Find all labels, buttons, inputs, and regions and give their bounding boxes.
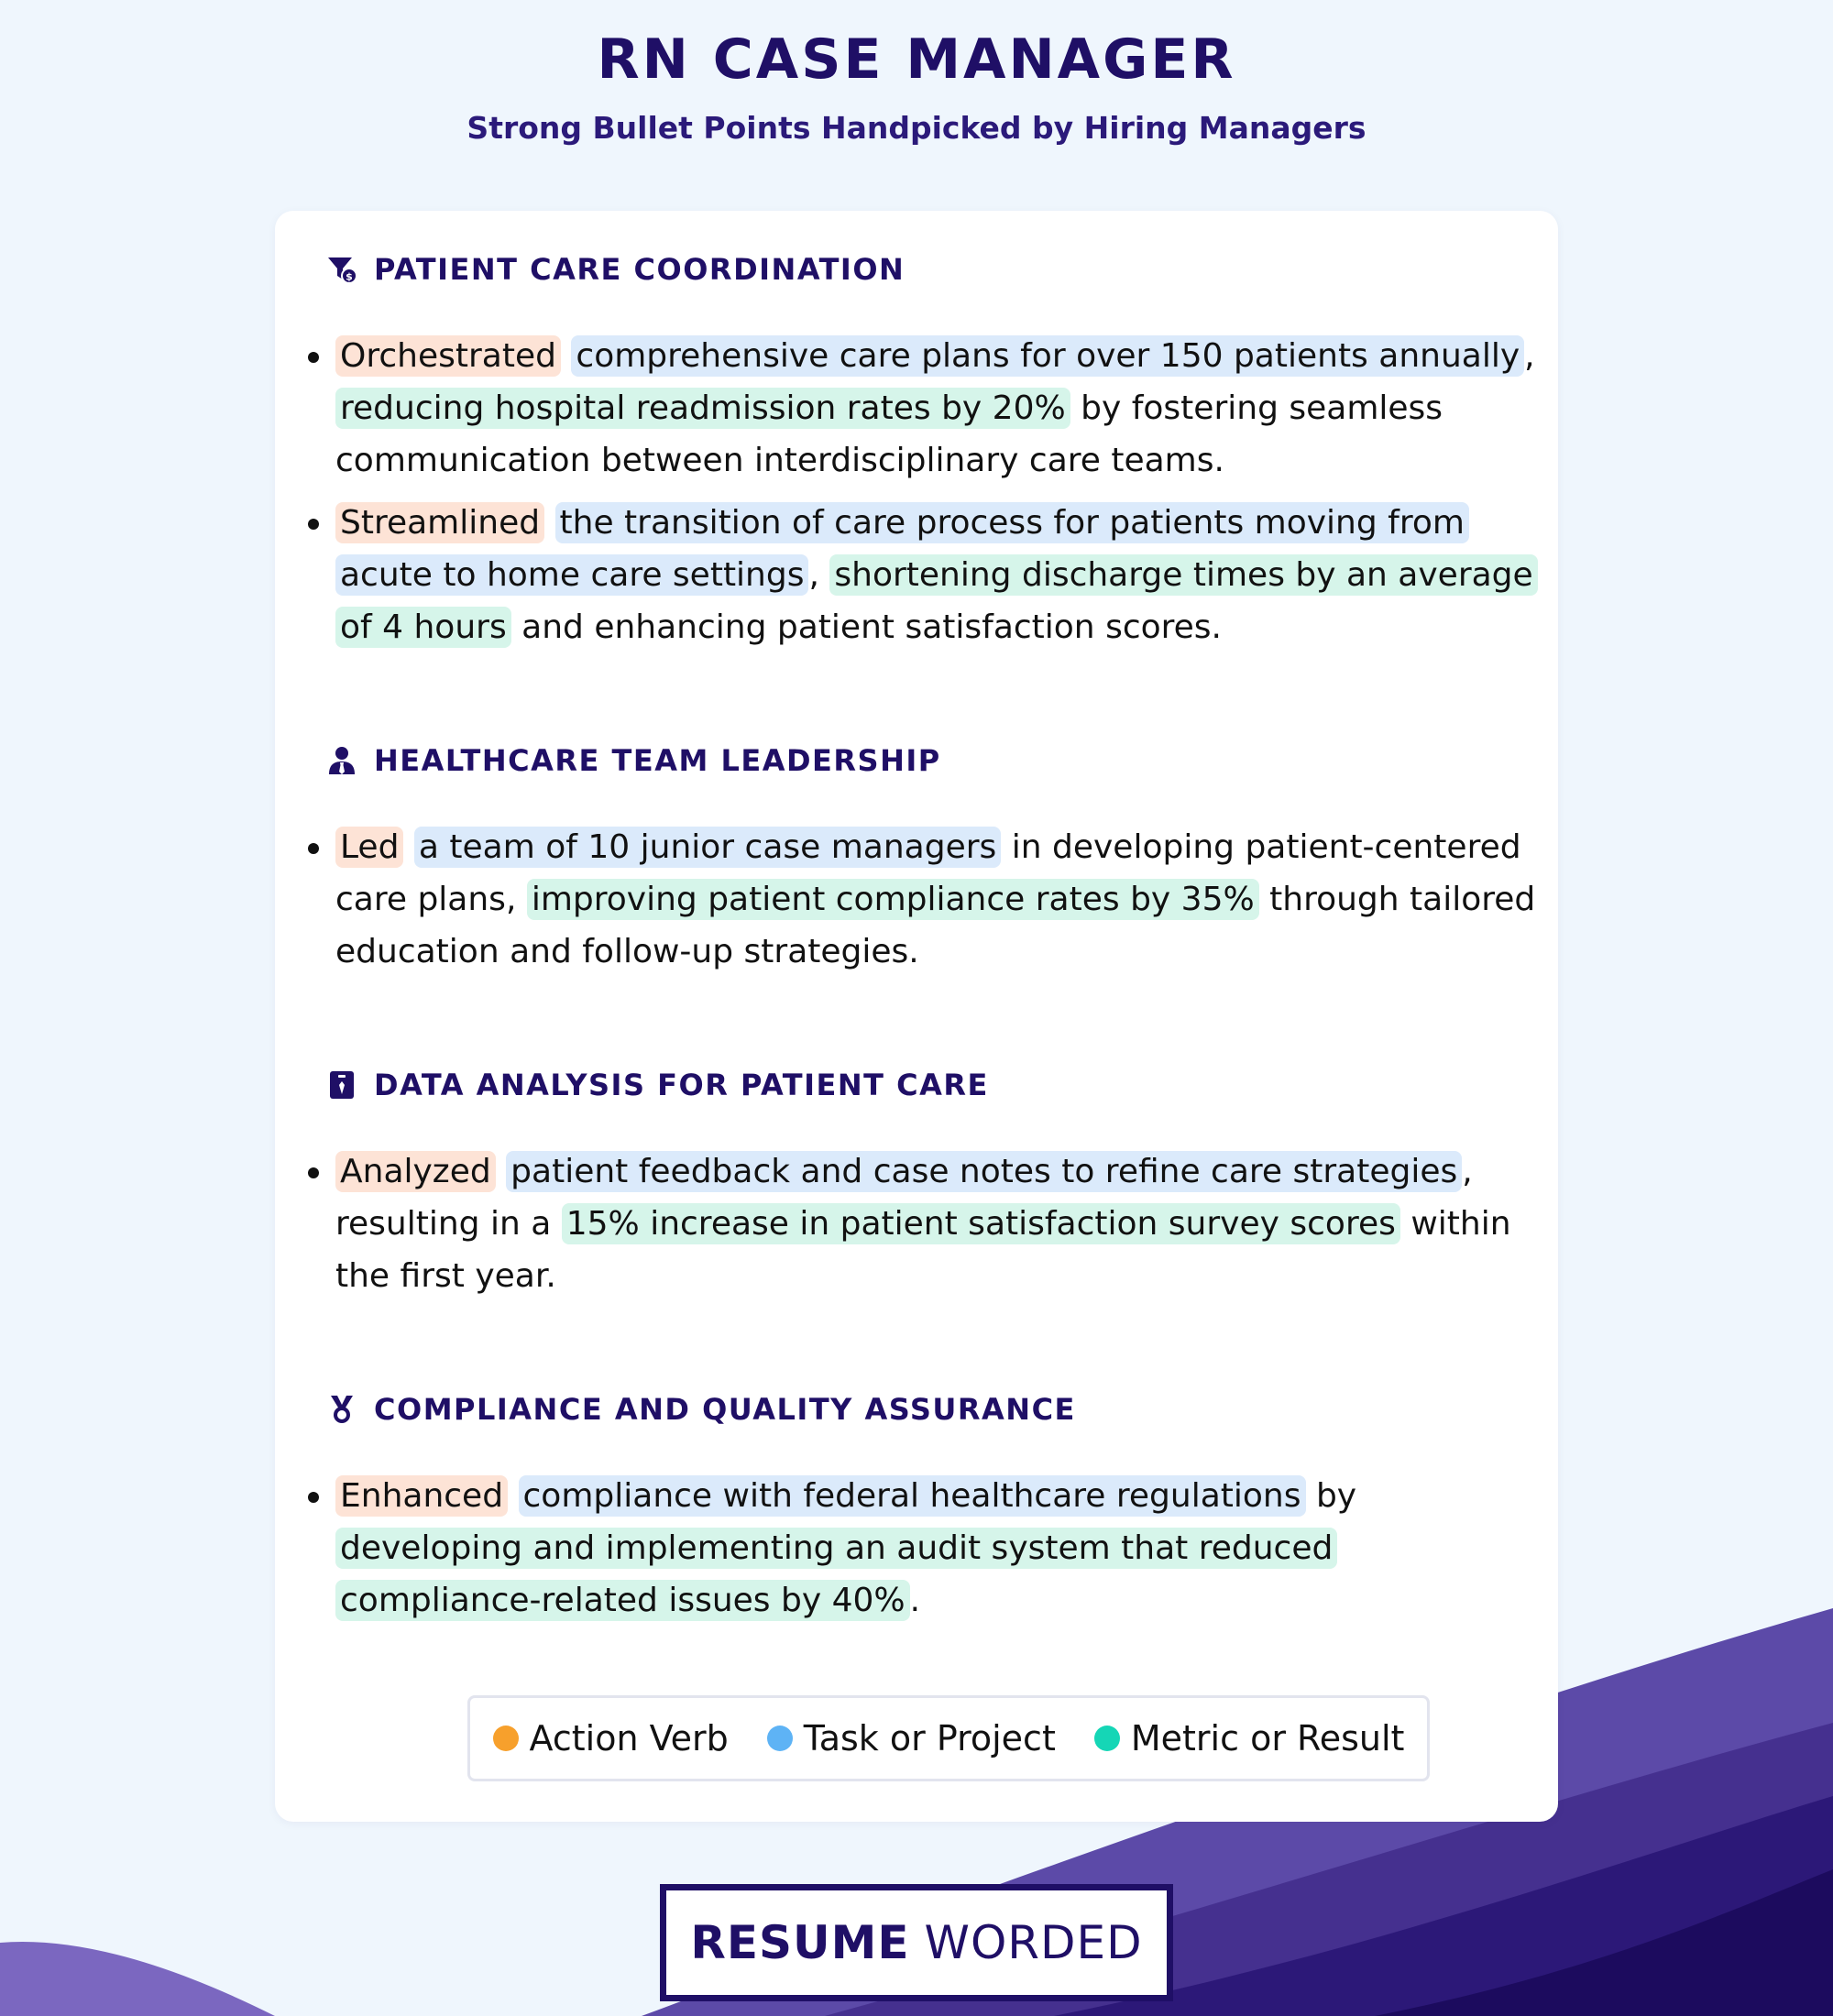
bullet-text (561, 337, 571, 375)
task-highlight: the transition of care process for patients moving from acute to home care settings (335, 502, 1469, 596)
action-verb-highlight: Streamlined (335, 502, 544, 543)
task-highlight: comprehensive care plans for over 150 patients annually (571, 335, 1524, 377)
legend-dot (1094, 1726, 1120, 1751)
action-verb-highlight: Led (335, 827, 403, 868)
section-title: HEALTHCARE TEAM LEADERSHIP (374, 743, 941, 778)
funnel-dollar-icon (326, 254, 357, 285)
legend-dot (493, 1726, 519, 1751)
bullet-list (308, 1145, 1536, 1312)
bullet-text: . (909, 1582, 921, 1619)
bullet-list (308, 330, 1536, 663)
bullet-dot (308, 352, 319, 363)
legend-label: Action Verb (529, 1718, 729, 1759)
legend-dot (767, 1726, 793, 1751)
bullet-text: , (808, 556, 830, 594)
brand-light-text: WORDED (924, 1916, 1143, 1969)
metric-highlight: improving patient compliance rates by 35% (527, 879, 1259, 920)
svg-text:$: $ (346, 270, 353, 283)
bullet-text (544, 504, 554, 542)
bullet-text: within the first year. (335, 1205, 1511, 1295)
task-highlight: patient feedback and case notes to refine care strategies (506, 1151, 1462, 1192)
section-title: COMPLIANCE AND QUALITY ASSURANCE (374, 1392, 1076, 1427)
id-badge-icon (326, 1069, 357, 1101)
legend-item-task (767, 1718, 1056, 1759)
bullet-text: by fostering seamless communication between interdisciplinary care teams. (335, 389, 1443, 479)
section-header (326, 1387, 1076, 1431)
bullet-text (403, 828, 413, 866)
legend-label: Task or Project (803, 1718, 1056, 1759)
metric-highlight: reducing hospital readmission rates by 20% (335, 388, 1070, 429)
page-title: RN CASE MANAGER (597, 27, 1236, 92)
user-tie-icon (326, 745, 357, 776)
bullet-dot (308, 1167, 319, 1178)
highlight-legend (467, 1695, 1430, 1781)
bullet-dot (308, 843, 319, 854)
bullet-item (308, 330, 1536, 487)
action-verb-highlight: Analyzed (335, 1151, 496, 1192)
action-verb-highlight: Orchestrated (335, 335, 561, 377)
bullet-list (308, 821, 1536, 988)
bullet-dot (308, 1492, 319, 1503)
section-header (326, 739, 941, 783)
bullet-text: in developing patient-centered care plans, (335, 828, 1521, 918)
metric-highlight: developing and implementing an audit system that reduced compliance-related issues by 40% (335, 1528, 1337, 1621)
section-title: PATIENT CARE COORDINATION (374, 252, 906, 287)
bullet-list (308, 1470, 1536, 1637)
section-header (326, 1063, 989, 1107)
bullet-text (508, 1477, 518, 1515)
bullet-item (308, 1145, 1536, 1302)
metric-highlight: shortening discharge times by an average of 4 hours (335, 554, 1538, 648)
bullet-text: and enhancing patient satisfaction scores. (510, 608, 1223, 646)
section-title: DATA ANALYSIS FOR PATIENT CARE (374, 1068, 989, 1102)
medal-icon (326, 1394, 357, 1425)
task-highlight: compliance with federal healthcare regulations (519, 1475, 1306, 1517)
bullet-text: through tailored education and follow-up strategies. (335, 881, 1536, 970)
legend-item-action-verb (493, 1718, 729, 1759)
section-header (326, 247, 905, 291)
metric-highlight: 15% increase in patient satisfaction survey scores (562, 1203, 1400, 1244)
task-highlight: a team of 10 junior case managers (414, 827, 1001, 868)
brand-bold-text: RESUME (690, 1916, 910, 1969)
bullet-dot (308, 519, 319, 530)
bullet-text: , resulting in a (335, 1153, 1473, 1243)
resume-worded-logo[interactable] (660, 1884, 1173, 2001)
bullet-text: , (1524, 337, 1535, 375)
bullet-item (308, 821, 1536, 978)
legend-label: Metric or Result (1130, 1718, 1405, 1759)
legend-item-metric (1094, 1718, 1405, 1759)
page-subtitle: Strong Bullet Points Handpicked by Hiring Managers (466, 110, 1367, 146)
action-verb-highlight: Enhanced (335, 1475, 508, 1517)
bullet-points-card (275, 211, 1558, 1822)
bullet-text: by (1305, 1477, 1357, 1515)
bullet-item (308, 497, 1536, 653)
bullet-text (496, 1153, 506, 1190)
bullet-item (308, 1470, 1536, 1627)
